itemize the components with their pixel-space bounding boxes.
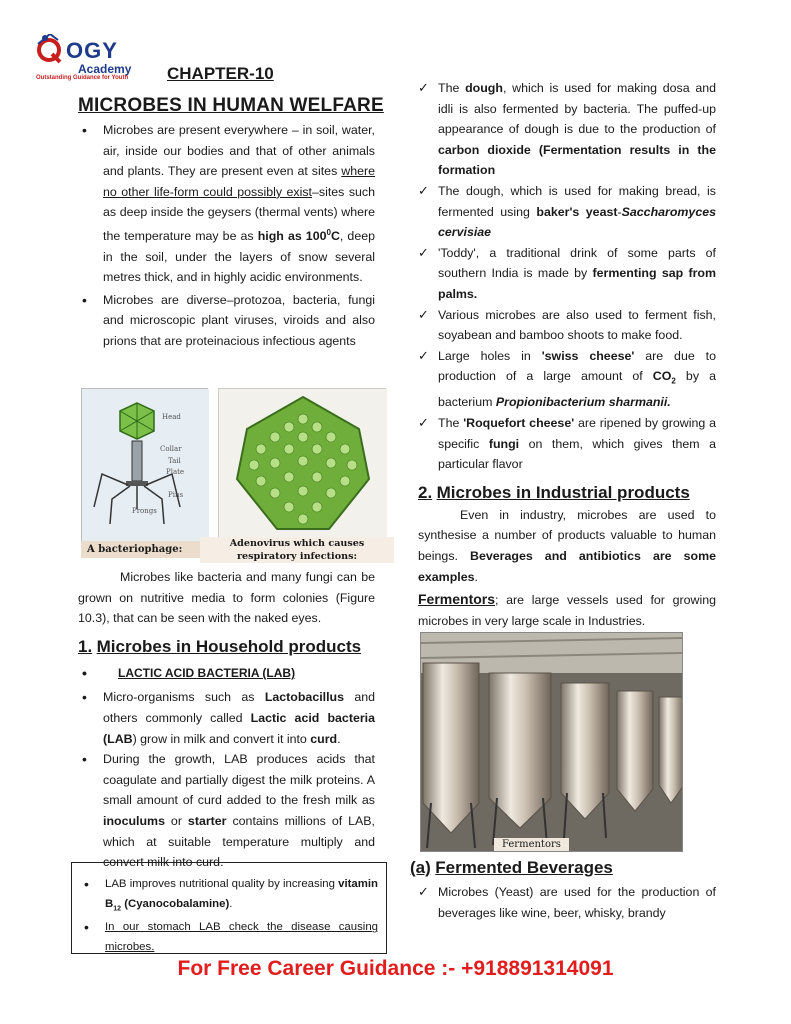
checkmark-icon: ✓ (418, 80, 429, 95)
section2-paragraph: Even in industry, microbes are used to synthesise a number of products valuable to human beings. Beverages and antibiotics are some examples. (418, 507, 716, 584)
section-a-label: (a) (410, 858, 431, 877)
checkmark-icon: ✓ (418, 414, 429, 430)
section2-number: 2. (418, 482, 433, 502)
section1-number: 1. (78, 636, 93, 656)
check-item-toddy: ✓ 'Toddy', a traditional drink of some parts of southern India is made by fermenting sap from palms. (418, 244, 716, 301)
left-column-intro (78, 120, 375, 352)
adenovirus-caption: Adenovirus which causes respiratory infections: (200, 537, 394, 563)
box-bullet-1: • LAB improves nutritional quality by increasing vitamin $B_{12}$ (Cyanocobalamine). (80, 875, 378, 918)
check-item-roquefort: ✓ The 'Roquefort cheese' are ripened by growing a specific fungi on them, which gives them a particular flavor (418, 414, 716, 472)
lab-bullet-2: • During the growth, LAB produces acids that coagulate and partially digest the milk proteins. A small amount of curd added to the fresh milk as inoculums or starter contains millions of LAB, which at suitable temperature multiply and convert milk into curd. (78, 749, 375, 873)
right-column (418, 78, 716, 631)
intro-bullet-1: • Microbes are present everywhere – in soil, water, air, inside our bodies and that of other animals and plants. They are present even at sites where no other life-form could possibly exist–sites such as deep inside the geysers (thermal vents) where the temperature may be as high as $100^0C$, deep in the soil, under the layers of snow several metres thick, and in highly acidic environments. (78, 120, 375, 288)
label-tail: Tail (168, 457, 181, 465)
colonies-paragraph: Microbes like bacteria and many fungi can be grown on nutritive media to form colonies (Figure 10.3), that can be seen with the naked eyes. (78, 570, 375, 626)
logo-tagline: Outstanding Guidance for Youth (36, 75, 129, 81)
section-a-title: Fermented Beverages (435, 858, 613, 877)
lab-note-box (71, 862, 387, 954)
section2-title: Microbes in Industrial products (436, 482, 690, 502)
bacteriophage-caption: A bacteriophage: (81, 541, 201, 558)
box-bullet-2: • In our stomach LAB check the disease causing microbes. (80, 918, 378, 957)
section1-heading (78, 637, 375, 657)
adenovirus-image (218, 388, 386, 540)
label-head: Head (162, 413, 181, 421)
lab-subheading: • LACTIC ACID BACTERIA (LAB) (78, 663, 375, 684)
fermentors-caption: Fermentors (494, 838, 569, 851)
check-item-bread: ✓ The dough, which is used for making bread, is fermented using baker's yeast-Saccharomyces cervisiae (418, 182, 716, 240)
check-item-swiss-cheese: ✓ Large holes in 'swiss cheese' are due to production of a large amount of $CO_2$ by a bacterium Propionibacterium sharmanii. (418, 347, 716, 410)
checkmark-icon: ✓ (418, 182, 429, 198)
label-pins: Pins (168, 491, 184, 499)
logo-wordmark: OGY (66, 38, 118, 63)
label-prongs: Prongs (132, 507, 157, 515)
intro-bullet-2: • Microbes are diverse–protozoa, bacteria, fungi and microscopic plant viruses, viroids and also prions that are proteinacious infectious agents (78, 290, 375, 352)
section2-heading (418, 483, 716, 503)
check-item-ferment-food: ✓ Various microbes are also used to ferment fish, soyabean and bamboo shoots to make food. (418, 306, 716, 343)
bacteriophage-image (81, 388, 208, 543)
check-item-beverages: ✓ Microbes (Yeast) are used for the production of beverages like wine, beer, whisky, brandy (418, 884, 716, 920)
fermentors-image (420, 632, 683, 852)
lab-bullet-1: • Micro-organisms such as Lactobacillus and others commonly called Lactic acid bacteria (LAB) grow in milk and convert it into curd. (78, 687, 375, 749)
section-a (410, 858, 716, 923)
fermentors-definition: Fermentors; are large vessels used for growing microbes in very large scale in Industries. (418, 591, 716, 628)
label-plate: Plate (166, 468, 185, 476)
checkmark-icon: ✓ (418, 306, 429, 322)
checkmark-icon: ✓ (418, 347, 429, 363)
checkmark-icon: ✓ (418, 884, 429, 899)
section1-title: Microbes in Household products (96, 636, 362, 656)
logo-subtitle: Academy (78, 62, 132, 76)
academy-logo (36, 34, 146, 86)
page-title: MICROBES IN HUMAN WELFARE (78, 95, 384, 116)
section-a-heading (410, 858, 716, 878)
left-column-lower (78, 567, 375, 873)
check-item-dosa: ✓ The dough, which is used for making dosa and idli is also fermented by bacteria. The puffed-up appearance of dough is due to the production of carbon dioxide (Fermentation results in the formation (418, 80, 716, 178)
checkmark-icon: ✓ (418, 244, 429, 260)
label-collar: Collar (160, 445, 182, 453)
footer-contact: For Free Career Guidance :- +918891314091 (177, 957, 614, 980)
chapter-label: CHAPTER-10 (167, 64, 274, 83)
